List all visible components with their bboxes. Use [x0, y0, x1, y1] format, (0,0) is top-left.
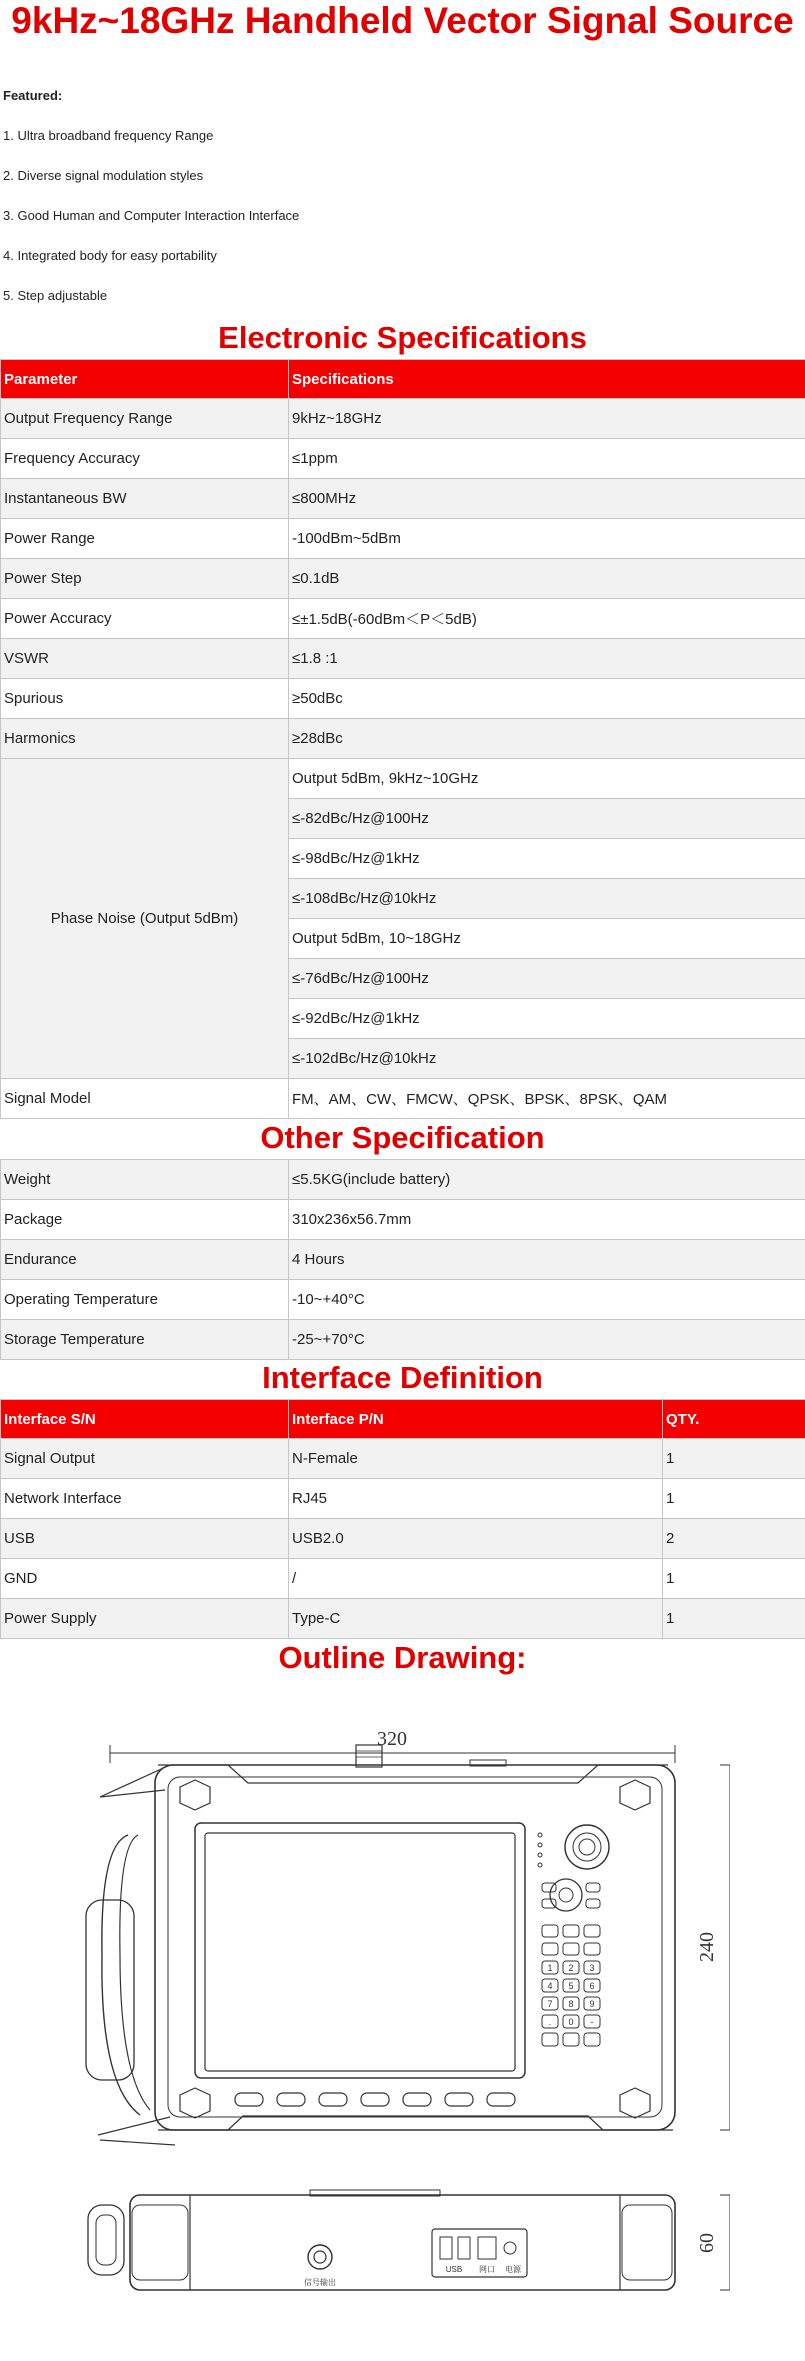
interface-name-cell: USB: [1, 1519, 289, 1559]
electronic-spec-heading: Electronic Specifications: [218, 320, 587, 355]
table-row: [1, 1079, 805, 1119]
port-label: 信号输出: [304, 2278, 336, 2287]
value-cell: ≤-108dBc/Hz@10kHz: [289, 879, 805, 919]
height-dimension: 240: [696, 1932, 718, 1962]
page-title: 9kHz~18GHz Handheld Vector Signal Source: [11, 0, 794, 41]
column-header: Parameter: [1, 360, 289, 399]
port-label: USB: [445, 2265, 463, 2274]
param-cell: Power Range: [1, 519, 289, 559]
value-cell: ≤-98dBc/Hz@1kHz: [289, 839, 805, 879]
value-cell: ≤0.1dB: [289, 559, 805, 599]
param-cell: Storage Temperature: [1, 1320, 289, 1360]
keypad-key: 7: [547, 1999, 553, 2009]
table-row: [1, 1200, 805, 1240]
keypad-key: 0: [568, 2017, 574, 2027]
table-header-row: [1, 360, 805, 399]
interface-name-cell: Network Interface: [1, 1479, 289, 1519]
param-cell: Instantaneous BW: [1, 479, 289, 519]
value-cell: ≤1.8 :1: [289, 639, 805, 679]
table-row: [1, 599, 805, 639]
keypad-key: 6: [589, 1981, 595, 1991]
width-dimension: 320: [377, 1728, 407, 1750]
param-cell: Frequency Accuracy: [1, 439, 289, 479]
feature-item: 5. Step adjustable: [3, 288, 108, 303]
param-cell: Weight: [1, 1160, 289, 1200]
param-cell: VSWR: [1, 639, 289, 679]
column-header: Interface S/N: [1, 1400, 289, 1439]
table-row: [1, 1320, 805, 1360]
port-label: 电源: [505, 2265, 521, 2274]
interface-pn-cell: Type-C: [289, 1599, 663, 1639]
interface-heading: Interface Definition: [262, 1360, 543, 1395]
value-cell: ≤800MHz: [289, 479, 805, 519]
value-cell: Output 5dBm, 10~18GHz: [289, 919, 805, 959]
table-row: [1, 1599, 805, 1639]
device-side-body: [130, 2195, 675, 2290]
interface-qty-cell: 1: [663, 1559, 805, 1599]
param-cell: Harmonics: [1, 719, 289, 759]
interface-qty-cell: 1: [663, 1479, 805, 1519]
interface-qty-cell: 2: [663, 1519, 805, 1559]
port-label: 网口: [479, 2265, 495, 2274]
table-row: [1, 1240, 805, 1280]
keypad-key: 1: [547, 1963, 553, 1973]
value-cell: 4 Hours: [289, 1240, 805, 1280]
column-header: Specifications: [289, 360, 805, 399]
screen: [205, 1833, 515, 2071]
interface-name-cell: Power Supply: [1, 1599, 289, 1639]
interface-qty-cell: 1: [663, 1439, 805, 1479]
value-cell: -100dBm~5dBm: [289, 519, 805, 559]
corner-hex: [180, 1780, 210, 1810]
keypad-key: 4: [547, 1981, 553, 1991]
value-cell: -10~+40°C: [289, 1280, 805, 1320]
value-cell: -25~+70°C: [289, 1320, 805, 1360]
keypad-key: 5: [568, 1981, 574, 1991]
interface-qty-cell: 1: [663, 1599, 805, 1639]
table-row: [1, 1160, 805, 1200]
depth-dimension: 60: [696, 2233, 718, 2253]
column-header: QTY.: [663, 1400, 805, 1439]
value-cell: ≥50dBc: [289, 679, 805, 719]
table-row: [1, 639, 805, 679]
param-cell: Signal Model: [1, 1079, 289, 1119]
outline-drawing: [80, 1705, 730, 2305]
value-cell: ≤-82dBc/Hz@100Hz: [289, 799, 805, 839]
value-cell: ≤5.5KG(include battery): [289, 1160, 805, 1200]
outline-drawing-heading: Outline Drawing:: [278, 1640, 527, 1675]
table-row: [1, 439, 805, 479]
keypad-key: .: [548, 2017, 552, 2027]
param-cell: Output Frequency Range: [1, 399, 289, 439]
signal-output-connector: [308, 2245, 332, 2269]
param-cell: Power Step: [1, 559, 289, 599]
value-cell: ≥28dBc: [289, 719, 805, 759]
value-cell: Output 5dBm, 9kHz~10GHz: [289, 759, 805, 799]
keypad-key: 9: [589, 1999, 595, 2009]
table-row: [1, 1559, 805, 1599]
keypad-key: 2: [568, 1963, 574, 1973]
interface-pn-cell: N-Female: [289, 1439, 663, 1479]
feature-item: 4. Integrated body for easy portability: [3, 248, 217, 263]
param-cell: Package: [1, 1200, 289, 1240]
table-row: [1, 399, 805, 439]
soft-keys: [235, 2093, 515, 2106]
param-cell: Operating Temperature: [1, 1280, 289, 1320]
screen-bezel: [195, 1823, 525, 2078]
value-cell: FM、AM、CW、FMCW、QPSK、BPSK、8PSK、QAM: [289, 1079, 805, 1119]
table-row: [1, 1280, 805, 1320]
numeric-keypad: [542, 1961, 600, 2046]
table-row: [1, 759, 805, 799]
table-row: [1, 479, 805, 519]
table-row: [1, 559, 805, 599]
interface-pn-cell: USB2.0: [289, 1519, 663, 1559]
other-spec-heading: Other Specification: [260, 1120, 545, 1155]
other-spec-table: [0, 1159, 805, 1360]
interface-name-cell: Signal Output: [1, 1439, 289, 1479]
table-row: [1, 519, 805, 559]
param-cell: Spurious: [1, 679, 289, 719]
keypad-key: -: [590, 2017, 594, 2027]
param-cell: Power Accuracy: [1, 599, 289, 639]
value-cell: ≤±1.5dB(-60dBm＜P＜5dB): [289, 599, 805, 639]
value-cell: ≤-76dBc/Hz@100Hz: [289, 959, 805, 999]
value-cell: ≤-92dBc/Hz@1kHz: [289, 999, 805, 1039]
side-view: [88, 2190, 730, 2290]
table-row: [1, 1519, 805, 1559]
front-view: [86, 1728, 730, 2145]
table-row: [1, 1439, 805, 1479]
table-row: [1, 679, 805, 719]
keypad-key: 8: [568, 1999, 574, 2009]
interface-pn-cell: RJ45: [289, 1479, 663, 1519]
value-cell: ≤1ppm: [289, 439, 805, 479]
param-cell: Endurance: [1, 1240, 289, 1280]
feature-item: 2. Diverse signal modulation styles: [3, 168, 204, 183]
keypad-key: 3: [589, 1963, 595, 1973]
rotary-knob: [565, 1825, 609, 1869]
table-header-row: [1, 1400, 805, 1439]
interface-name-cell: GND: [1, 1559, 289, 1599]
device-body: [155, 1765, 675, 2130]
interface-table: [0, 1399, 805, 1639]
table-row: [1, 719, 805, 759]
feature-item: 3. Good Human and Computer Interaction Interface: [3, 208, 300, 223]
value-cell: 310x236x56.7mm: [289, 1200, 805, 1240]
features-label: Featured:: [3, 88, 63, 103]
value-cell: 9kHz~18GHz: [289, 399, 805, 439]
value-cell: ≤-102dBc/Hz@10kHz: [289, 1039, 805, 1079]
electronic-spec-table: [0, 359, 805, 1119]
feature-item: 1. Ultra broadband frequency Range: [3, 128, 214, 143]
column-header: Interface P/N: [289, 1400, 663, 1439]
phase-noise-label: Phase Noise (Output 5dBm): [1, 759, 289, 1079]
interface-pn-cell: /: [289, 1559, 663, 1599]
table-row: [1, 1479, 805, 1519]
